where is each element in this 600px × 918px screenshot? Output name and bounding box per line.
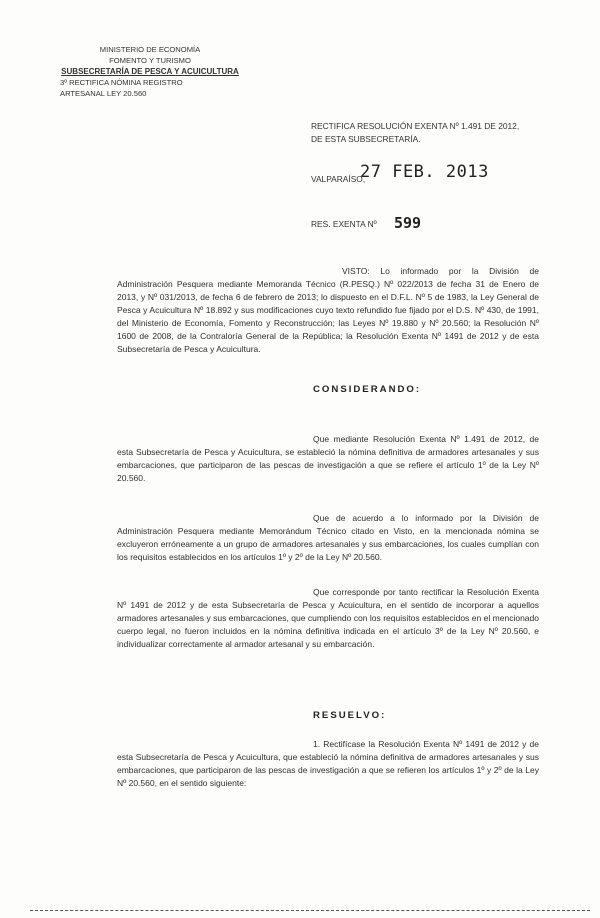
place-label: VALPARAÍSO, xyxy=(311,174,366,184)
visto-paragraph: VISTO: Lo informado por la División de Administración Pesquera mediante Memoranda Técnico (R.PESQ.) Nº 022/2013 de fecha 31 de Enero de 2013, y Nº 031/2013, de fecha 6 de febrero de 2013; lo dispuesto en el D.F.L. Nº 5 de 1983, la Ley General de Pesca y Acuicultura Nº 18.892 y sus modificaciones cuyo texto refundido fue fijado por el D.S. Nº 430, de 1991, del Ministerio de Economía, Fomento y Reconstrucción; las Leyes Nº 19.880 y Nº 20.560; la Resolución Nº 1600 de 2008, de la Contraloría General de la República; la Resolución Exenta Nº 1491 de 2012 y de esta Subsecretaría de Pesca y Acuicultura. xyxy=(117,266,539,354)
header-line-subsecretaria: SUBSECRETARÍA DE PESCA Y ACUICULTURA xyxy=(61,67,239,76)
ministry-header xyxy=(50,44,250,99)
page-bottom-rule xyxy=(30,910,590,911)
considerando-paragraph-3: Que corresponde por tanto rectificar la Resolución Exenta Nº 1491 de 2012 y de esta Subsecretaría de Pesca y Acuicultura, en el sentido de incorporar a aquellos armadores artesanales y sus embarcaciones, que cumpliendo con los requisitos establecidos en el mencionado cuerpo legal, no fueron incluidos en la nómina definitiva indicada en el artículo 3º de la Ley Nº 20.560, e individualizar correctamente al armador artesanal y su embarcación. xyxy=(117,587,539,649)
header-line-rectifica: 3º RECTIFICA NÓMINA REGISTRO xyxy=(60,78,183,87)
considerando-paragraph-1: Que mediante Resolución Exenta Nº 1.491 de 2012, de esta Subsecretaría de Pesca y Acuicultura, se estableció la nómina definitiva de armadores artesanales y sus embarcaciones, que participaron de las pescas de investigación a que se refiere el artículo 1º de la Ley Nº 20.560. xyxy=(117,434,539,483)
reference-block xyxy=(311,120,519,146)
resuelvo-heading: RESUELVO: xyxy=(313,710,387,721)
stamped-date: 27 FEB. 2013 xyxy=(360,162,489,182)
resolution-label: RES. EXENTA Nº xyxy=(311,219,377,229)
resolution-number: 599 xyxy=(394,214,422,232)
reference-line-1: RECTIFICA RESOLUCIÓN EXENTA Nº 1.491 DE 2012, xyxy=(311,121,520,131)
considerando-paragraph-2: Que de acuerdo a lo informado por la División de Administración Pesquera mediante Memorándum Técnico citado en Visto, en la mencionada nómina se excluyeron erróneamente a un grupo de armadores artesanales y sus embarcaciones, los cuales cumplían con los requisitos establecidos en los artículos 1º y 2º de la Ley Nº 20.560. xyxy=(117,513,539,562)
considerando-heading: CONSIDERANDO: xyxy=(313,384,422,395)
header-line-ley: ARTESANAL LEY 20.560 xyxy=(60,89,147,98)
resuelvo-paragraph-1: 1. Rectifícase la Resolución Exenta Nº 1491 de 2012 y de esta Subsecretaría de Pesca y Acuicultura, que estableció la nómina definitiva de armadores artesanales y sus embarcaciones, que participaron de las pescas de investigación a que se refieren los artículos 1º y 2º de la Ley Nº 20.560, en el sentido siguiente: xyxy=(117,739,539,788)
header-line-ministry: MINISTERIO DE ECONOMÍA xyxy=(99,45,201,54)
header-line-fomento: FOMENTO Y TURISMO xyxy=(109,56,191,65)
reference-line-2: DE ESTA SUBSECRETARÍA. xyxy=(311,134,421,144)
